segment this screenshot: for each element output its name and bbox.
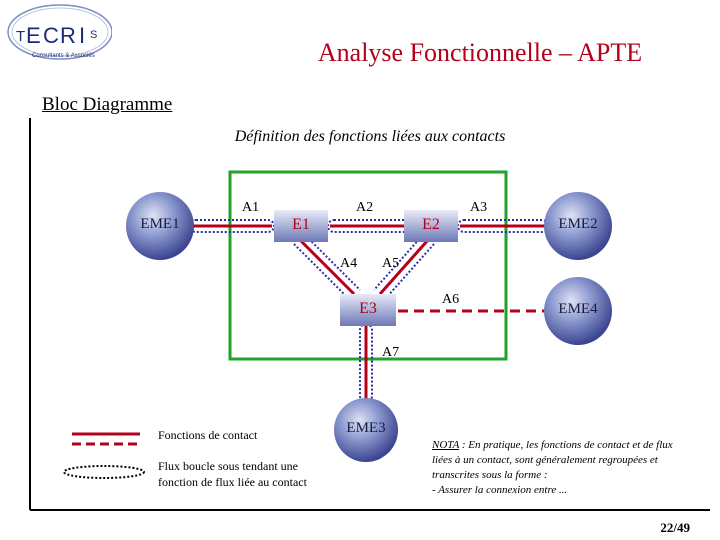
label-a1: A1 <box>242 200 260 215</box>
label-e1: E1 <box>292 216 310 233</box>
subtitle: Bloc Diagramme <box>42 94 173 115</box>
legend-flux-loop <box>64 466 144 478</box>
slide-title: Analyse Fonctionnelle – APTE <box>317 38 643 67</box>
section-title: Définition des fonctions liées aux contacts <box>234 128 506 145</box>
label-eme2: EME2 <box>558 216 598 232</box>
label-eme1: EME1 <box>140 216 180 232</box>
label-a2: A2 <box>356 200 374 215</box>
logo-tagline: Consultants & Associés <box>32 53 95 59</box>
page-number: 22/49 <box>660 520 690 535</box>
note-label: NOTA <box>432 439 460 451</box>
note-text: : En pratique, les fonctions de contact et de flux liées à un contact, sont généralement regroupées et transcrites sous la forme : <box>432 439 673 481</box>
logo-letter-e: E <box>26 23 41 48</box>
label-eme4: EME4 <box>558 301 598 317</box>
label-a6: A6 <box>442 292 460 307</box>
label-a4: A4 <box>340 256 358 271</box>
label-e2: E2 <box>422 216 440 233</box>
label-a3: A3 <box>470 200 488 215</box>
legend-contact-label: Fonctions de contact <box>158 428 258 442</box>
label-a7: A7 <box>382 345 400 360</box>
logo-letter-c: C <box>43 23 59 48</box>
label-a5: A5 <box>382 256 400 271</box>
label-eme3: EME3 <box>346 420 386 436</box>
logo-letter-i: I <box>79 23 86 48</box>
logo-letter-r: R <box>60 23 76 48</box>
logo-letter-s: S <box>90 29 98 41</box>
label-e3: E3 <box>359 300 377 317</box>
note-item: - Assurer la connexion entre ... <box>432 484 568 496</box>
logo-letter-t: T <box>16 28 26 45</box>
legend-flux-label: Flux boucle sous tendant une fonction de flux liée au contact <box>158 459 307 489</box>
note-block <box>432 438 692 498</box>
